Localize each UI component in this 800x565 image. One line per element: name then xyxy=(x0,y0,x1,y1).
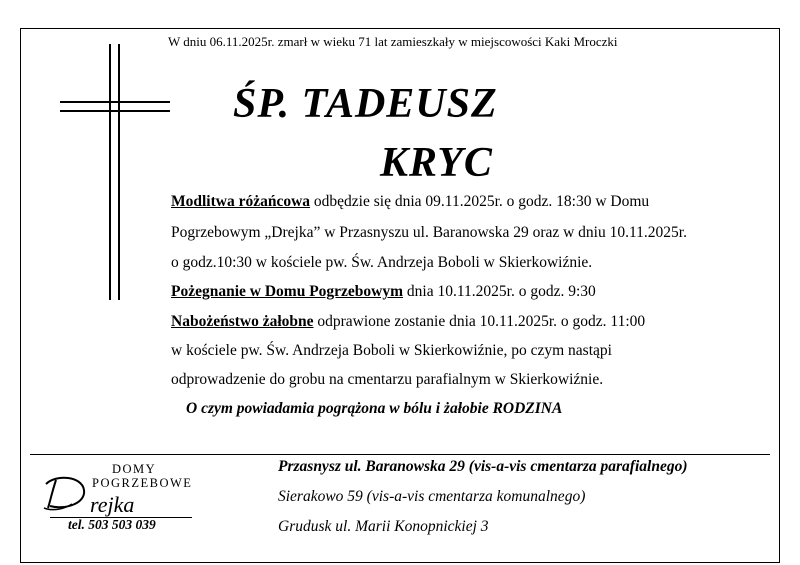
body-line-6: w kościele pw. Św. Andrzeja Boboli w Skierkowiźnie, po czym nastąpi xyxy=(171,342,612,359)
logo-text-domy: DOMY xyxy=(112,462,157,476)
rosary-heading: Modlitwa różańcowa xyxy=(171,193,311,210)
closing-line: O czym powiadamia pogrążona w bólu i żałobie RODZINA xyxy=(186,400,563,417)
body-line-2: Pogrzebowym „Drejka” w Przasnyszu ul. Baranowska 29 oraz w dniu 10.11.2025r. xyxy=(171,224,687,241)
address-sierakowo: Sierakowo 59 (vis-a-vis cmentarza komunalnego) xyxy=(278,488,586,505)
cross-vertical-right xyxy=(118,44,120,300)
logo-text-pogrzebowe: POGRZEBOWE xyxy=(92,476,193,490)
cross-vertical-left xyxy=(109,44,111,300)
footer-divider xyxy=(30,454,770,455)
intro-text: W dniu 06.11.2025r. zmarł w wieku 71 lat zamieszkały w miejscowości Kaki Mroczki xyxy=(168,34,618,49)
body-line-4 xyxy=(171,283,596,301)
deceased-surname: KRYC xyxy=(380,140,493,186)
mass-details: odprawione zostanie dnia 10.11.2025r. o godz. 11:00 xyxy=(313,313,646,330)
farewell-details: dnia 10.11.2025r. o godz. 9:30 xyxy=(403,283,596,300)
address-przasnysz: Przasnysz ul. Baranowska 29 (vis-a-vis cmentarza parafialnego) xyxy=(278,458,688,475)
body-line-3: o godz.10:30 w kościele pw. Św. Andrzeja Boboli w Skierkowiźnie. xyxy=(171,254,593,271)
cross-horizontal-top xyxy=(60,101,170,103)
deceased-name-line1: ŚP. TADEUSZ xyxy=(233,81,498,127)
address-grudusk: Grudusk ul. Marii Konopnickiej 3 xyxy=(278,518,489,535)
body-line-5 xyxy=(171,313,645,331)
rosary-details: odbędzie się dnia 09.11.2025r. o godz. 18:30 w Domu xyxy=(310,193,650,210)
body-line-1 xyxy=(171,193,649,211)
logo-script-name: rejka xyxy=(90,492,135,517)
phone-number: tel. 503 503 039 xyxy=(68,517,156,532)
body-line-7: odprowadzenie do grobu na cmentarzu parafialnym w Skierkowiźnie. xyxy=(171,371,604,388)
mass-heading: Nabożeństwo żałobne xyxy=(171,313,314,330)
cross-horizontal-bottom xyxy=(60,110,170,112)
logo-d-monogram-icon xyxy=(42,472,88,512)
farewell-heading: Pożegnanie w Domu Pogrzebowym xyxy=(171,283,404,300)
